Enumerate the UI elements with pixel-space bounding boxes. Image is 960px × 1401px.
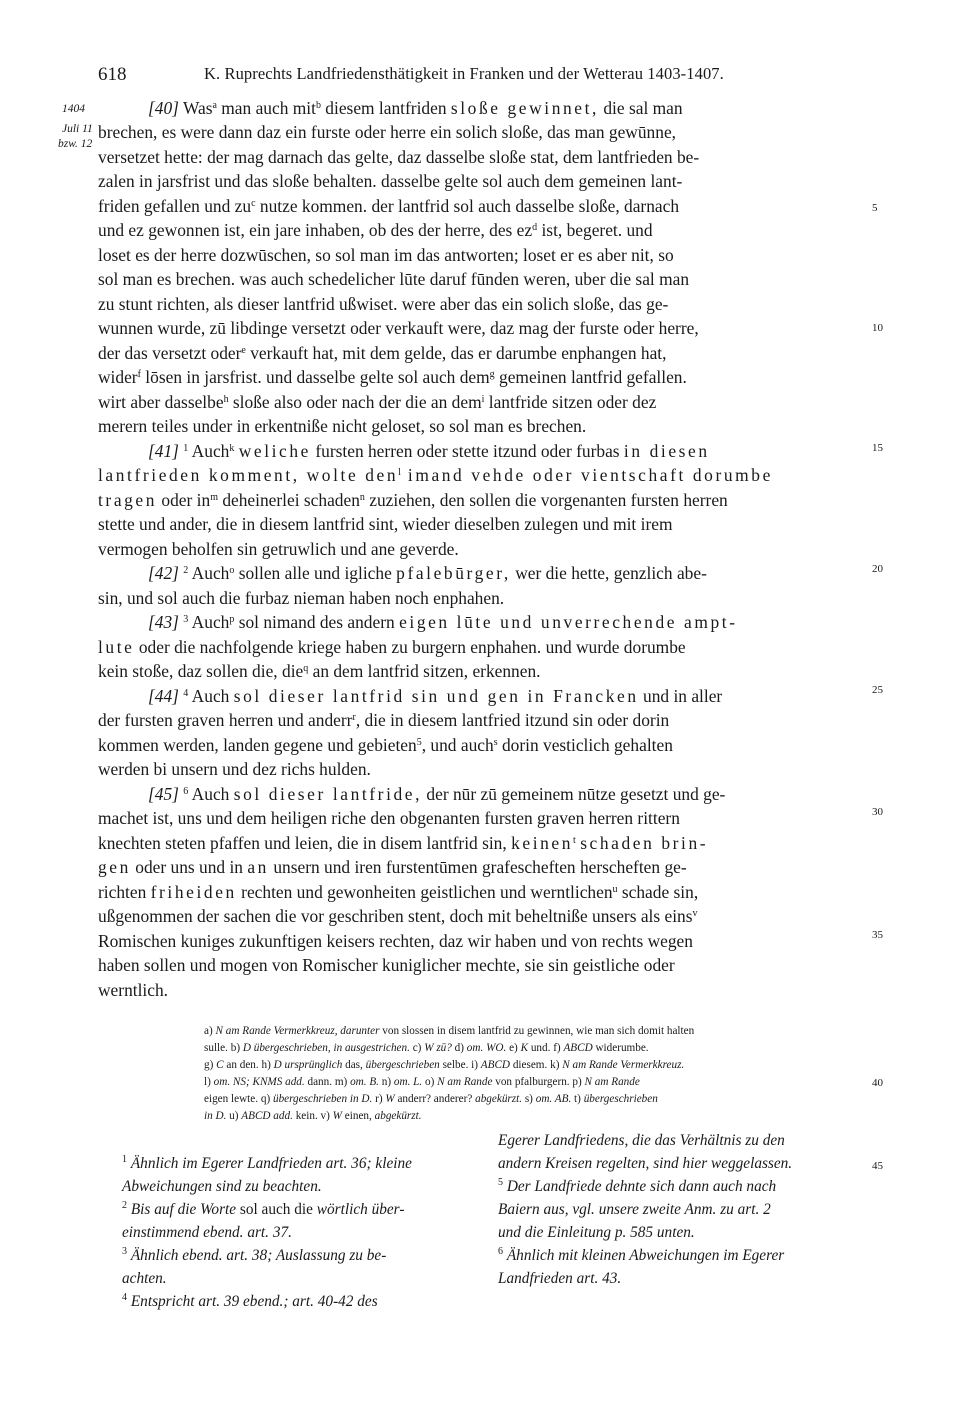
text-line: der fursten graven herren und anderr$^r$, die in diesem lantfried itzund sin oder dorin: [98, 710, 670, 730]
text-line: kommen werden, landen gegene und gebieten$^5$, und auch$^s$ dorin vesticlich gehalten: [98, 735, 673, 755]
apparatus-line: a) N am Rande Vermerkkreuz, darunter von slossen in disem lantfrid zu gewinnen, wie man sich domit halten: [204, 1025, 695, 1037]
text-line: wider$^f$ lōsen in jarsfrist. und dasselbe gelte sol auch dem$^g$ gemeinen lantfrid gefallen.: [98, 367, 687, 387]
margin-line-number: 25: [872, 684, 883, 696]
text-line: loset es der herre dozwūschen, so sol man im das antworten; loset er es aber nit, so: [98, 245, 674, 265]
text-line: tragen oder $in^m$ deheinerlei schaden$^n$ zuziehen, den sollen die vorgenanten fursten herren: [98, 490, 728, 510]
text-line: zu stunt richten, als dieser lantfrid ußwiset. were aber das ein solich sloße, das ge-: [98, 294, 669, 314]
text-line: richten friheiden rechten und gewonheiten geistlichen und werntlichen$^u$ schade sin,: [98, 882, 699, 902]
footnote-line: und die Einleitung p. 585 unten.: [498, 1224, 695, 1241]
text-line: [40] Was$^a$ man auch mit$^b$ diesem lantfriden sloße gewinnet, die sal man: [148, 98, 683, 118]
text-line: [45] $^6$ Auch sol dieser lantfride, der nūr zū gemeinem nūtze gesetzt und ge-: [148, 784, 726, 804]
text-line: werden bi unsern und dez richs hulden.: [98, 759, 371, 779]
text-line: wunnen wurde, zū libdinge versetzt oder verkauft were, daz mag der furste oder herre,: [98, 318, 699, 338]
footnote-line: $^1$ Ähnlich im Egerer Landfrieden art. 36; kleine: [122, 1154, 412, 1172]
side-note-year: 1404: [62, 103, 85, 115]
margin-line-number: 40: [872, 1077, 883, 1089]
side-note-date: Juli 11: [62, 123, 93, 135]
text-line: wirt aber dasselbe$^h$ sloße also oder nach der die an dem$^i$ lantfride sitzen oder dez: [98, 392, 657, 412]
apparatus-line: g) C an den. h) D ursprünglich das, übergeschrieben selbe. i) ABCD diesem. k) N am Rande Vermerkkreuz.: [204, 1059, 685, 1071]
apparatus-line: l) om. NS; KNMS add. dann. m) om. B. n) om. L. o) N am Rande von pfalburgern. p) N am Rande: [204, 1076, 640, 1088]
text-line: Romischen kuniges zukunftigen keisers rechten, daz wir haben und von rechts wegen: [98, 931, 693, 951]
footnote-line: einstimmend ebend. art. 37.: [122, 1224, 292, 1241]
text-line: und ez gewonnen ist, ein jare inhaben, ob des der herre, des $ez^d$ ist, begeret. und: [98, 220, 653, 240]
footnote-line: $^5$ Der Landfriede dehnte sich dann auch nach: [498, 1177, 777, 1195]
text-line: lute oder die nachfolgende kriege haben zu burgern enphahen. und wurde dorumbe: [98, 637, 686, 657]
footnote-line: $^4$ Entspricht art. 39 ebend.; art. 40-42 des: [122, 1292, 378, 1310]
text-line: sin, und sol auch die furbaz nieman haben noch enphahen.: [98, 588, 505, 608]
text-line: werntlich.: [98, 980, 169, 1000]
footnote-line: Egerer Landfriedens, die das Verhältnis zu den: [498, 1132, 785, 1149]
text-line: [41] $^1$ Auch$^k$ weliche fursten herren oder stette itzund oder furbas in diesen: [148, 441, 710, 461]
side-note-alt-date: bzw. 12: [58, 138, 93, 150]
apparatus-line: eigen lewte. q) übergeschrieben in D. r) W anderr? anderer? abgekürzt. s) om. AB. t) übergeschrieben: [204, 1093, 658, 1105]
text-line: [42] $^2$ Auch$^o$ sollen alle und igliche pfalebūrger, wer die hette, genzlich abe-: [148, 563, 707, 583]
margin-line-number: 15: [872, 442, 883, 454]
text-line: zalen in jarsfrist und das sloße behalten. dasselbe gelte sol auch dem gemeinen lant-: [98, 171, 683, 191]
text-line: machet ist, uns und dem heiligen riche den obgenanten fursten graven herren rittern: [98, 808, 680, 828]
text-line: vermogen beholfen sin getruwlich und ane geverde.: [98, 539, 459, 559]
footnote-line: andern Kreisen regelten, sind hier weggelassen.: [498, 1155, 793, 1172]
text-line: sol man es brechen. was auch schedelicher lūte daruf fūnden weren, uber die sal man: [98, 269, 690, 289]
margin-line-number: 20: [872, 563, 883, 575]
text-line: [43] $^3$ Auch$^p$ sol nimand des andern eigen lūte und unverrechende ampt-: [148, 612, 738, 632]
margin-line-number: 10: [872, 322, 883, 334]
text-line: ußgenommen der sachen die vor geschriben stent, doch mit beheltniße unsers als eins$^v$: [98, 906, 698, 926]
text-line: stette und ander, die in diesem lantfrid sint, wieder dieselben zulegen und mit irem: [98, 514, 673, 534]
text-line: gen oder uns und in an unsern und iren furstentūmen grafescheften herscheften ge-: [98, 857, 687, 877]
text-line: knechten steten pfaffen und leien, die in disem lantfrid sin, keinen$^t$ schaden brin-: [98, 833, 709, 853]
margin-line-number: 5: [872, 202, 878, 214]
text-line: der das versetzt oder$^e$ verkauft hat, mit dem gelde, das er darumbe enphangen hat,: [98, 343, 667, 363]
text-line: [44] $^4$ Auch sol dieser lantfrid sin und gen in Francken und in aller: [148, 686, 723, 706]
text-line: versetzet hette: der mag darnach das gelte, daz dasselbe sloße stat, dem lantfrieden be-: [98, 147, 700, 167]
apparatus-line: sulle. b) D übergeschrieben, in ausgestrichen. c) W zū? d) om. WO. e) K und. f) ABCD widerumbe.: [204, 1042, 649, 1054]
footnote-line: $^3$ Ähnlich ebend. art. 38; Auslassung zu be-: [122, 1246, 387, 1264]
text-line: merern teiles under in erkentniße nicht geloset, so sol man es brechen.: [98, 416, 587, 436]
apparatus-line: in D. u) ABCD add. kein. v) W einen, abgekürzt.: [204, 1110, 422, 1122]
text-line: kein stoße, daz sollen die, die$^q$ an dem lantfrid sitzen, erkennen.: [98, 661, 541, 681]
page-number: 618: [98, 64, 127, 85]
footnote-line: achten.: [122, 1270, 167, 1287]
footnote-line: Landfrieden art. 43.: [498, 1270, 622, 1287]
text-line: friden gefallen und $zu^c$ nutze kommen. der lantfrid sol auch dasselbe sloße, darnach: [98, 196, 680, 216]
text-line: brechen, es were dann daz ein furste oder herre ein solich sloße, das man gewūnne,: [98, 122, 677, 142]
margin-line-number: 45: [872, 1160, 883, 1172]
footnote-line: Baiern aus, vgl. unsere zweite Anm. zu art. 2: [498, 1201, 771, 1218]
text-line: haben sollen und mogen von Romischer kuniglicher mechte, sie sin geistliche oder: [98, 955, 675, 975]
footnote-line: $^6$ Ähnlich mit kleinen Abweichungen im Egerer: [498, 1246, 785, 1264]
running-title: K. Ruprechts Landfriedensthätigkeit in Franken und der Wetterau 1403-1407.: [204, 64, 724, 83]
text-line: lantfrieden komment, wolte den$^l$ imand vehde oder vientschaft dorumbe: [98, 465, 773, 485]
footnote-line: $^2$ Bis auf die Worte sol auch die wörtlich über-: [122, 1200, 405, 1218]
margin-line-number: 30: [872, 806, 883, 818]
margin-line-number: 35: [872, 929, 883, 941]
footnote-line: Abweichungen sind zu beachten.: [122, 1178, 322, 1195]
